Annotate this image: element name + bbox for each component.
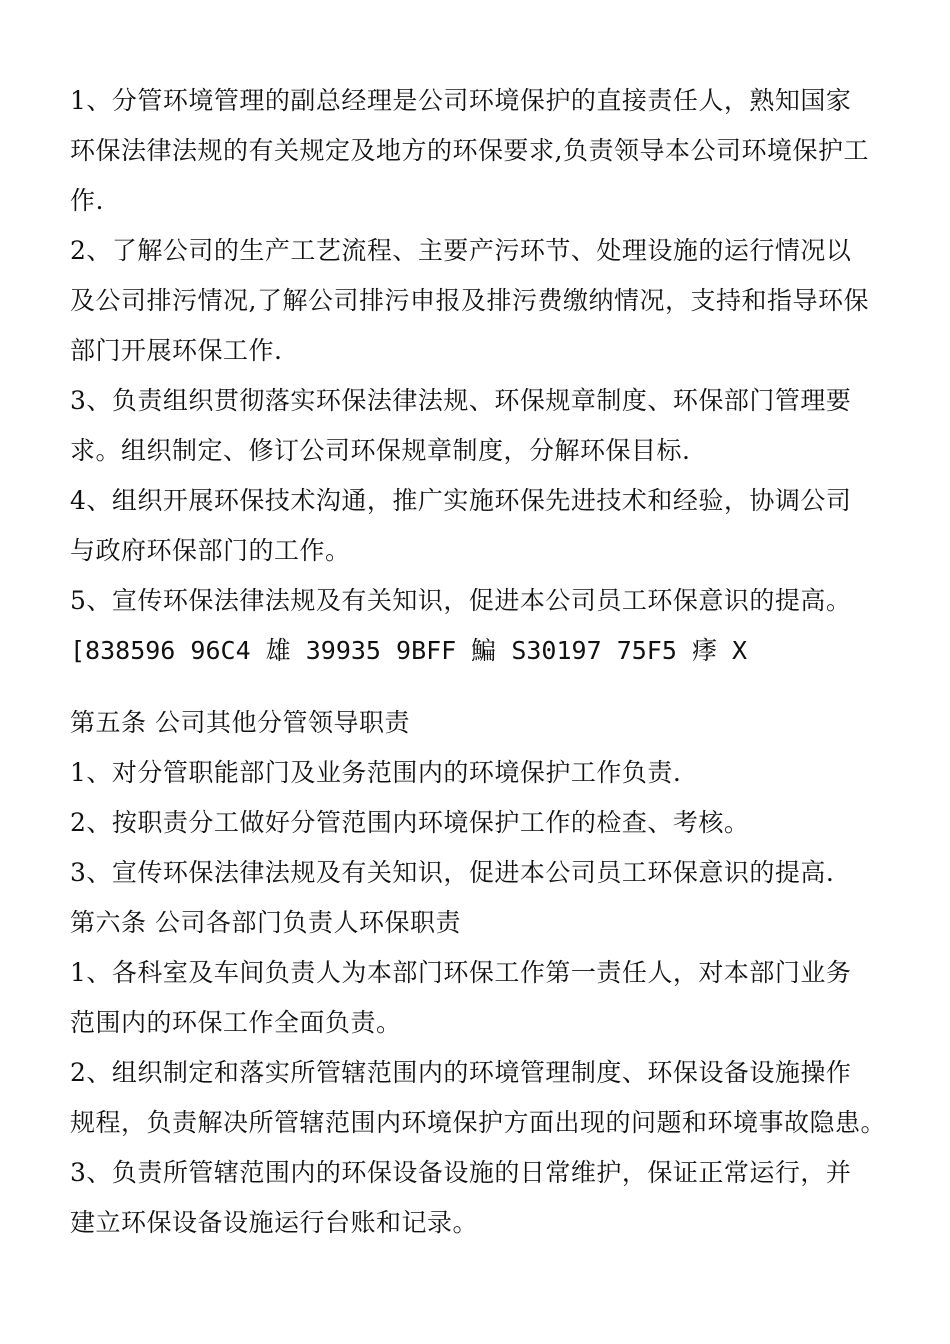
- section-heading: 第五条 公司其他分管领导职责: [70, 708, 410, 737]
- code-text-line: [838596 96C4 雄 39935 9BFF 鯿 S30197 75F5 痵 X: [70, 636, 748, 665]
- text-line: 与政府环保部门的工作。: [70, 536, 351, 565]
- text-line: 求。组织制定、修订公司环保规章制度，分解环保目标.: [70, 436, 691, 465]
- text-line: 部门开展环保工作.: [70, 336, 283, 365]
- text-line: 2、了解公司的生产工艺流程、主要产污环节、处理设施的运行情况以: [70, 236, 852, 265]
- text-line: 2、按职责分工做好分管范围内环境保护工作的检查、考核。: [70, 808, 750, 837]
- text-line: 1、各科室及车间负责人为本部门环保工作第一责任人，对本部门业务: [70, 958, 852, 987]
- text-line: 建立环保设备设施运行台账和记录。: [70, 1208, 479, 1237]
- section-heading: 第六条 公司各部门负责人环保职责: [70, 908, 461, 937]
- text-line: 3、负责所管辖范围内的环保设备设施的日常维护，保证正常运行，并: [70, 1158, 852, 1187]
- text-line: 4、组织开展环保技术沟通，推广实施环保先进技术和经验，协调公司: [70, 486, 852, 515]
- text-line: 范围内的环保工作全面负责。: [70, 1008, 402, 1037]
- text-line: 1、分管环境管理的副总经理是公司环境保护的直接责任人，熟知国家: [70, 86, 852, 115]
- text-line: 规程，负责解决所管辖范围内环境保护方面出现的问题和环境事故隐患。: [70, 1108, 887, 1137]
- text-line: 及公司排污情况,了解公司排污申报及排污费缴纳情况，支持和指导环保: [70, 286, 869, 315]
- text-line: 2、组织制定和落实所管辖范围内的环境管理制度、环保设备设施操作: [70, 1058, 852, 1087]
- text-line: 3、宣传环保法律法规及有关知识，促进本公司员工环保意识的提高.: [70, 858, 835, 887]
- text-line: 5、宣传环保法律法规及有关知识，促进本公司员工环保意识的提高。: [70, 586, 852, 615]
- text-line: 3、负责组织贯彻落实环保法律法规、环保规章制度、环保部门管理要: [70, 386, 852, 415]
- text-line: 作.: [70, 186, 104, 215]
- text-line: 1、对分管职能部门及业务范围内的环境保护工作负责.: [70, 758, 682, 787]
- text-line: 环保法律法规的有关规定及地方的环保要求,负责领导本公司环境保护工: [70, 136, 869, 165]
